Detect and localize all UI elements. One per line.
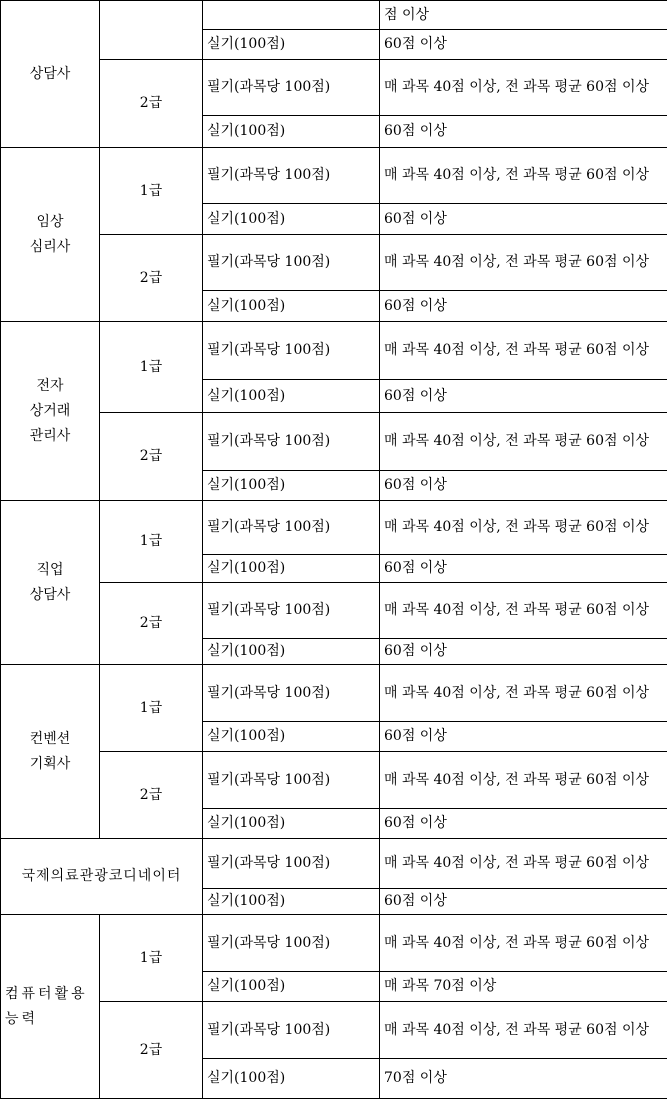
table-row [1, 915, 667, 972]
table-row [1, 665, 667, 722]
exam-type-cell: 필기(과목당 100점) [203, 501, 380, 555]
criteria-cell: 70점 이상 [380, 1059, 667, 1099]
criteria-cell: 60점 이상 [380, 555, 667, 583]
exam-type-cell: 실기(100점) [203, 204, 380, 235]
field-name-cell: 직업 상담사 [1, 501, 100, 665]
field-name-cell: 컴퓨터활용 능력 [1, 915, 100, 1099]
exam-type-cell: 실기(100점) [203, 116, 380, 148]
criteria-cell: 매 과목 40점 이상, 전 과목 평균 60점 이상 [380, 235, 667, 291]
table-row [1, 839, 667, 889]
table-row [1, 235, 667, 291]
criteria-cell: 60점 이상 [380, 291, 667, 322]
exam-type-cell: 실기(100점) [203, 555, 380, 583]
exam-type-cell: 필기(과목당 100점) [203, 235, 380, 291]
field-name-cell: 국제의료관광코디네이터 [1, 839, 203, 915]
grade-cell: 2급 [100, 1002, 203, 1099]
exam-type-cell: 필기(과목당 100점) [203, 839, 380, 889]
table-row [1, 1002, 667, 1059]
grade-cell: 2급 [100, 235, 203, 322]
criteria-cell: 매 과목 40점 이상, 전 과목 평균 60점 이상 [380, 583, 667, 639]
table-row [1, 583, 667, 639]
criteria-cell: 매 과목 40점 이상, 전 과목 평균 60점 이상 [380, 148, 667, 204]
field-name-cell: 컨벤션 기획사 [1, 665, 100, 839]
field-name-cell: 상담사 [1, 1, 100, 148]
criteria-cell: 매 과목 40점 이상, 전 과목 평균 60점 이상 [380, 322, 667, 380]
table-row [1, 148, 667, 204]
criteria-cell: 60점 이상 [380, 380, 667, 413]
exam-type-cell: 실기(100점) [203, 639, 380, 665]
field-name-cell: 임상 심리사 [1, 148, 100, 322]
exam-type-cell: 필기(과목당 100점) [203, 915, 380, 972]
criteria-cell: 60점 이상 [380, 889, 667, 915]
exam-type-cell: 실기(100점) [203, 30, 380, 60]
exam-type-cell: 필기(과목당 100점) [203, 583, 380, 639]
criteria-cell: 매 과목 70점 이상 [380, 972, 667, 1002]
criteria-cell: 60점 이상 [380, 809, 667, 839]
exam-type-cell: 실기(100점) [203, 1059, 380, 1099]
criteria-cell: 매 과목 40점 이상, 전 과목 평균 60점 이상 [380, 915, 667, 972]
exam-type-cell: 실기(100점) [203, 471, 380, 501]
table-row [1, 501, 667, 555]
exam-type-cell: 필기(과목당 100점) [203, 1002, 380, 1059]
criteria-cell: 매 과목 40점 이상, 전 과목 평균 60점 이상 [380, 839, 667, 889]
grade-cell: 1급 [100, 501, 203, 583]
exam-type-cell: 필기(과목당 100점) [203, 322, 380, 380]
table-row [1, 413, 667, 471]
exam-type-cell: 필기(과목당 100점) [203, 413, 380, 471]
exam-type-cell [203, 1, 380, 30]
grade-cell: 1급 [100, 915, 203, 1002]
table-row [1, 322, 667, 380]
criteria-cell: 60점 이상 [380, 116, 667, 148]
field-name-cell: 전자 상거래 관리사 [1, 322, 100, 501]
criteria-cell: 60점 이상 [380, 30, 667, 60]
exam-type-cell: 필기(과목당 100점) [203, 148, 380, 204]
grade-cell: 1급 [100, 322, 203, 413]
exam-type-cell: 실기(100점) [203, 889, 380, 915]
exam-type-cell: 실기(100점) [203, 809, 380, 839]
grade-cell [100, 1, 203, 60]
table-row [1, 752, 667, 809]
criteria-cell: 매 과목 40점 이상, 전 과목 평균 60점 이상 [380, 665, 667, 722]
table-row [1, 60, 667, 116]
criteria-cell: 60점 이상 [380, 471, 667, 501]
exam-type-cell: 실기(100점) [203, 291, 380, 322]
grade-cell: 2급 [100, 60, 203, 148]
criteria-cell: 매 과목 40점 이상, 전 과목 평균 60점 이상 [380, 501, 667, 555]
criteria-cell: 60점 이상 [380, 722, 667, 752]
grade-cell: 1급 [100, 665, 203, 752]
criteria-cell: 매 과목 40점 이상, 전 과목 평균 60점 이상 [380, 413, 667, 471]
grade-cell: 1급 [100, 148, 203, 235]
grade-cell: 2급 [100, 583, 203, 665]
exam-type-cell: 필기(과목당 100점) [203, 60, 380, 116]
exam-type-cell: 필기(과목당 100점) [203, 752, 380, 809]
criteria-cell: 60점 이상 [380, 204, 667, 235]
criteria-cell: 매 과목 40점 이상, 전 과목 평균 60점 이상 [380, 1002, 667, 1059]
criteria-cell: 60점 이상 [380, 639, 667, 665]
grade-cell: 2급 [100, 752, 203, 839]
exam-type-cell: 실기(100점) [203, 722, 380, 752]
criteria-cell: 점 이상 [380, 1, 667, 30]
criteria-cell: 매 과목 40점 이상, 전 과목 평균 60점 이상 [380, 752, 667, 809]
exam-type-cell: 실기(100점) [203, 972, 380, 1002]
exam-type-cell: 실기(100점) [203, 380, 380, 413]
grade-cell: 2급 [100, 413, 203, 501]
exam-type-cell: 필기(과목당 100점) [203, 665, 380, 722]
table-row [1, 1, 667, 30]
criteria-cell: 매 과목 40점 이상, 전 과목 평균 60점 이상 [380, 60, 667, 116]
